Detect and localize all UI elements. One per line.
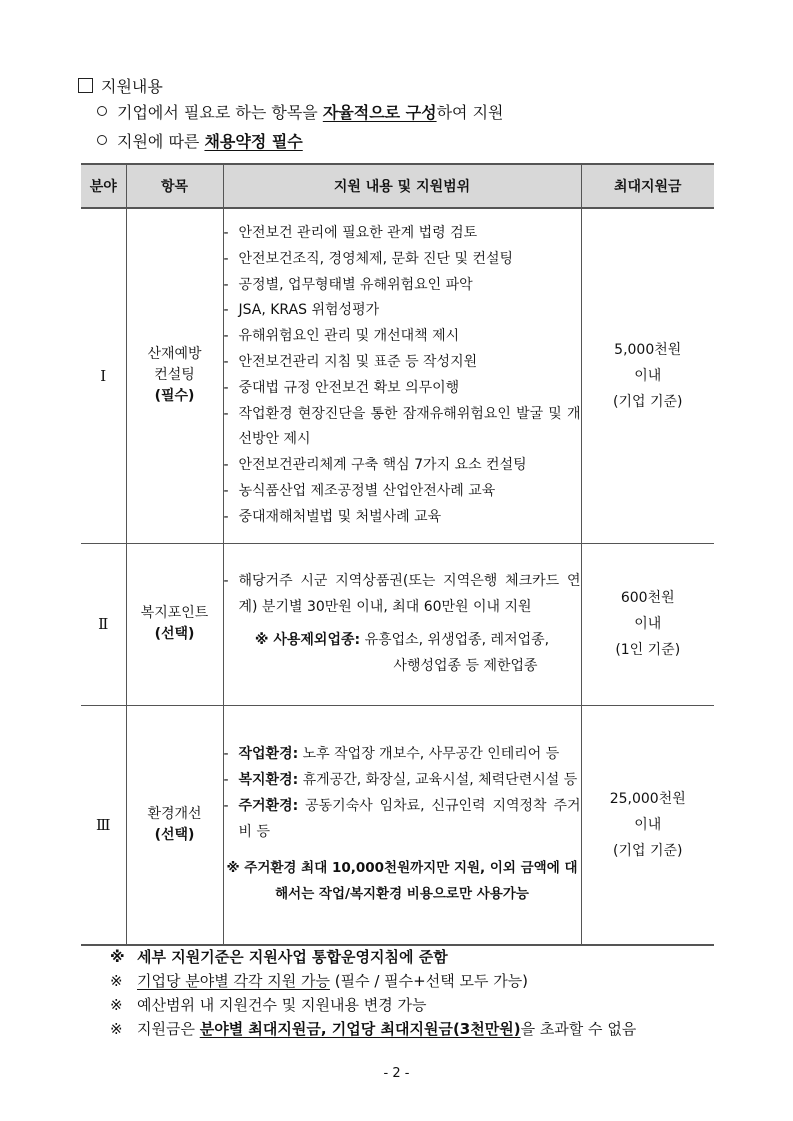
list-item: - 복지환경: 휴게공간, 화장실, 교육시설, 체력단련시설 등 (224, 768, 581, 794)
list-item: - 농식품산업 제조공정별 산업안전사례 교육 (224, 479, 581, 505)
list-item: - 작업환경: 노후 작업장 개보수, 사무공간 인테리어 등 (224, 742, 581, 768)
row-content (223, 208, 581, 543)
footnotes (110, 945, 718, 1041)
section-title: 지원내용 (78, 74, 163, 97)
table-row (81, 705, 714, 945)
list-item: - 안전보건조직, 경영체제, 문화 진단 및 컨설팅 (224, 247, 581, 273)
list-item: - 공정별, 업무형태별 유해위험요인 파악 (224, 273, 581, 299)
header-item: 항목 (126, 164, 223, 208)
table-row (81, 208, 714, 543)
housing-limit-note: ※ 주거환경 최대 10,000천원까지만 지원, 이외 금액에 대해서는 작업/복지환경 비용으로만 사용가능 (226, 860, 578, 903)
list-item: - 중대법 규정 안전보건 확보 의무이행 (224, 376, 581, 402)
list-item: - 작업환경 현장진단을 통한 잠재유해위험요인 발굴 및 개선방안 제시 (224, 402, 581, 454)
table-row (81, 543, 714, 705)
row-item: 복지포인트 (선택) (126, 543, 223, 705)
header-field: 분야 (81, 164, 126, 208)
excluded-industries-note: ※ 사용제외업종: 유흥업소, 위생업종, 레저업종, (254, 631, 550, 648)
list-item: - JSA, KRAS 위험성평가 (224, 298, 581, 324)
row-item: 산재예방 컨설팅 (필수) (126, 208, 223, 543)
footnote-max-amount: ※ 지원금은 분야별 최대지원금, 기업당 최대지원금(3천만원)을 초과할 수 없음 (110, 1020, 637, 1038)
row-amount: 25,000천원 이내 (기업 기준) (581, 705, 714, 945)
circle-bullet-icon (97, 106, 107, 116)
support-table (81, 163, 714, 946)
row-field: Ⅲ (81, 705, 126, 945)
bullet-hiring-commitment: 지원에 따른 채용약정 필수 (97, 129, 303, 152)
list-item: - 유해위험요인 관리 및 개선대책 제시 (224, 324, 581, 350)
checkbox-square-icon (78, 78, 93, 93)
footnote-guideline: ※ 세부 지원기준은 지원사업 통합운영지침에 준함 (110, 948, 448, 966)
header-content: 지원 내용 및 지원범위 (223, 164, 581, 208)
row-content: - 해당거주 시군 지역상품권(또는 지역은행 체크카드 연계) 분기별 30만원 이내, 최대 60만원 이내 지원 ※ 사용제외업종: 유흥업소, 위생업종, 레저업종, 사행성업종 등 제한업종 (223, 543, 581, 705)
list-item: - 안전보건 관리에 필요한 관계 법령 검토 (224, 221, 581, 247)
list-item: - 주거환경: 공동기숙사 임차료, 신규인력 지역정착 주거비 등 (224, 794, 581, 846)
table-header-row (81, 164, 714, 208)
header-max-amount: 최대지원금 (581, 164, 714, 208)
circle-bullet-icon (97, 135, 107, 145)
row-item: 환경개선 (선택) (126, 705, 223, 945)
list-item: - 해당거주 시군 지역상품권(또는 지역은행 체크카드 연계) 분기별 30만원 이내, 최대 60만원 이내 지원 (224, 569, 581, 621)
footnote-per-field: ※ 기업당 분야별 각각 지원 가능 (필수 / 필수+선택 모두 가능) (110, 972, 529, 990)
page-number: - 2 - (383, 1066, 410, 1081)
list-item: - 안전보건관리 지침 및 표준 등 작성지원 (224, 350, 581, 376)
row-field: Ⅰ (81, 208, 126, 543)
support-item-list (224, 569, 581, 621)
row-content (223, 705, 581, 945)
support-item-list (224, 221, 581, 531)
list-item: - 중대재해처벌법 및 처벌사례 교육 (224, 505, 581, 531)
bullet-self-composition: 기업에서 필요로 하는 항목을 자율적으로 구성하여 지원 (97, 100, 504, 123)
support-item-list (224, 742, 581, 845)
list-item: - 안전보건관리체계 구축 핵심 7가지 요소 컨설팅 (224, 453, 581, 479)
row-amount: 600천원 이내 (1인 기준) (581, 543, 714, 705)
row-amount: 5,000천원 이내 (기업 기준) (581, 208, 714, 543)
row-field: Ⅱ (81, 543, 126, 705)
footnote-budget: ※ 예산범위 내 지원건수 및 지원내용 변경 가능 (110, 996, 427, 1014)
